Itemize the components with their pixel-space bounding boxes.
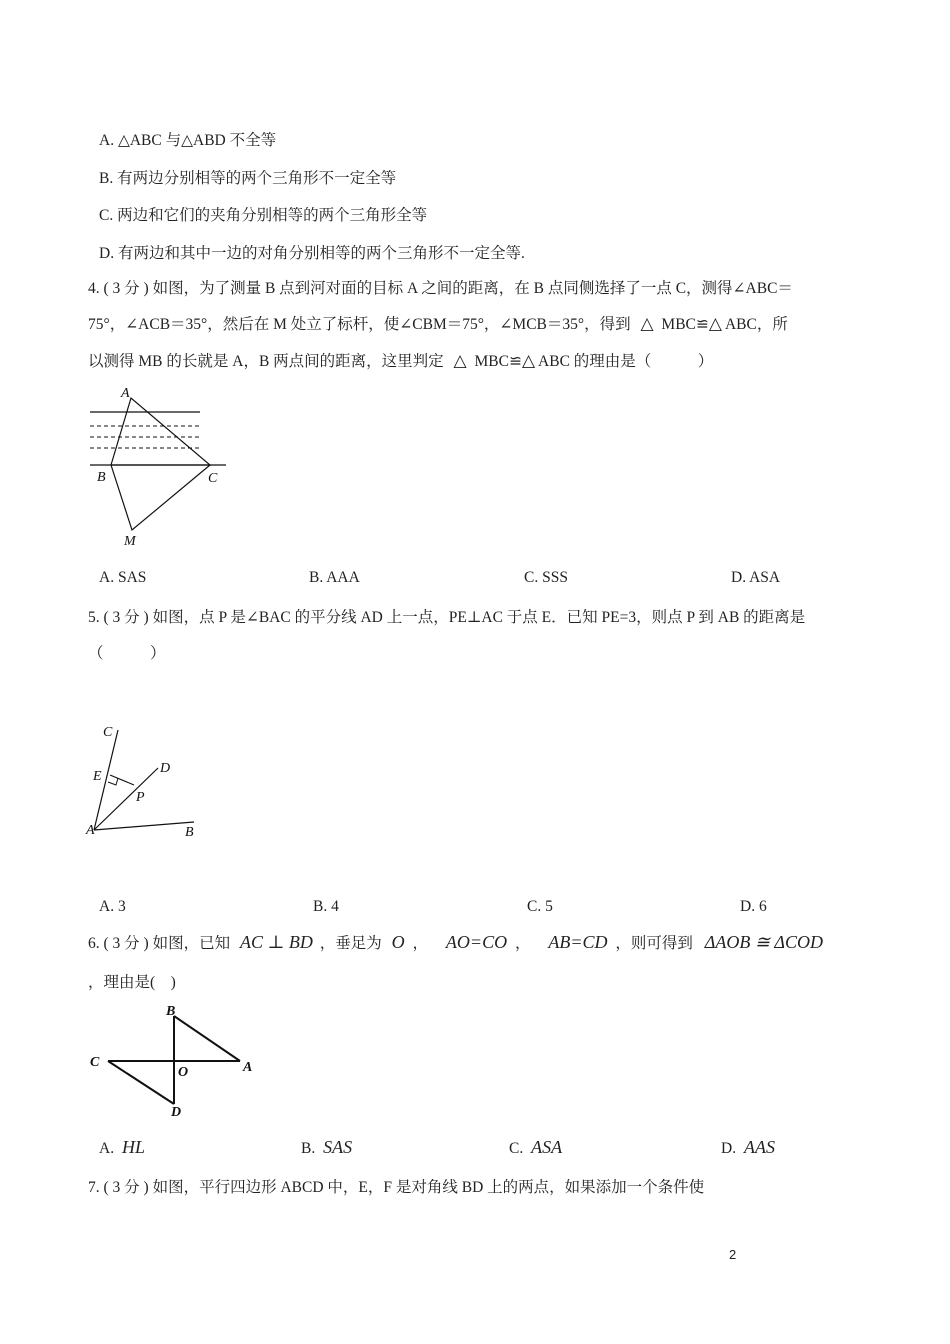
q6-math-o: O (391, 932, 405, 952)
q6-option-letter: A. (99, 1140, 115, 1157)
triangle-mbc (111, 465, 210, 530)
label-o: O (178, 1065, 189, 1080)
label-b: B (185, 825, 194, 840)
label-e: E (93, 769, 102, 784)
q6-option-value: AAS (743, 1137, 775, 1157)
q6-option-value: SAS (323, 1137, 353, 1157)
q3-option-a: A. △ABC 与△ABD 不全等 (99, 132, 277, 149)
page-number: 2 (729, 1247, 737, 1262)
q6-stem-text: 6. ( 3 分 ) 如图，已知 (88, 935, 231, 952)
q4-stem-text: MBC≌ (474, 353, 522, 370)
triangle-symbol: △ (708, 314, 722, 333)
q6-option-letter: C. (509, 1140, 524, 1157)
q6-math-ao-co: AO=CO (445, 932, 508, 952)
q5-stem-line1: 5. ( 3 分 ) 如图，点 P 是∠BAC 的平分线 AD 上一点，PE⊥AC 于点 E．已知 PE=3，则点 P 到 AB 的距离是 (88, 609, 806, 626)
q4-river-figure (84, 378, 244, 550)
q5-option-c: C. 5 (527, 898, 553, 915)
segment-cd (108, 1061, 174, 1104)
triangle-symbol: △ (453, 351, 467, 370)
q3-option-b: B. 有两边分别相等的两个三角形不一定全等 (99, 170, 397, 187)
q6-option-d (721, 1137, 775, 1158)
label-a: A (121, 386, 130, 401)
q4-option-a: A. SAS (99, 569, 147, 586)
q6-stem-text: ，则可得到 (615, 935, 693, 952)
q6-option-c (509, 1137, 562, 1158)
q4-stem-line1: 4. ( 3 分 ) 如图，为了测量 B 点到河对面的目标 A 之间的距离，在 B 点同侧选择了一点 C，测得∠ABC＝ (88, 280, 793, 297)
q6-stem-line1 (88, 931, 823, 953)
ray-ad (94, 768, 158, 830)
q6-stem-text: ， (514, 935, 531, 952)
q4-option-d: D. ASA (731, 569, 781, 586)
segment-ab (174, 1016, 240, 1061)
q4-stem-line2 (88, 312, 788, 334)
q6-math-ab-cd: AB=CD (548, 932, 608, 952)
label-a: A (243, 1060, 253, 1075)
label-m: M (124, 534, 136, 549)
q6-stem-text: ， (412, 935, 429, 952)
q4-stem-text: 以测得 MB 的长就是 A，B 两点间的距离，这里判定 (88, 353, 444, 370)
q4-option-c: C. SSS (524, 569, 568, 586)
label-c: C (103, 725, 113, 740)
q7-stem-line1: 7. ( 3 分 ) 如图，平行四边形 ABCD 中，E，F 是对角线 BD 上的两点，如果添加一个条件使 (88, 1179, 705, 1196)
q6-option-value: ASA (531, 1137, 563, 1157)
q6-option-letter: D. (721, 1140, 737, 1157)
q6-option-value: HL (121, 1137, 145, 1157)
label-b: B (166, 1004, 176, 1019)
q3-option-d: D. 有两边和其中一边的对角分别相等的两个三角形不一定全等. (99, 245, 525, 262)
label-c: C (90, 1055, 100, 1070)
q4-stem-text: 75°，∠ACB＝35°，然后在 M 处立了标杆，使∠CBM＝75°，∠MCB＝35°，得到 (88, 316, 631, 333)
q4-stem-text: ABC，所 (724, 316, 788, 333)
q5-option-d: D. 6 (740, 898, 767, 915)
q4-stem-line3 (88, 349, 713, 371)
q4-stem-text: ABC 的理由是（ ） (538, 353, 714, 370)
right-angle-mark (108, 778, 118, 785)
q6-math-congruence: ΔAOB ≅ ΔCOD (704, 932, 823, 952)
q6-option-b (301, 1137, 352, 1158)
label-p: P (136, 790, 145, 805)
label-c: C (208, 471, 218, 486)
triangle-abc (111, 398, 210, 465)
triangle-symbol: △ (640, 314, 654, 333)
q3-option-c: C. 两边和它们的夹角分别相等的两个三角形全等 (99, 207, 428, 224)
label-d: D (171, 1105, 182, 1120)
q4-stem-text: MBC≌ (661, 316, 709, 333)
segment-pe (110, 775, 134, 785)
q6-stem-text: ，垂足为 (319, 935, 382, 952)
q6-option-letter: B. (301, 1140, 316, 1157)
q5-option-a: A. 3 (99, 898, 126, 915)
label-b: B (97, 470, 106, 485)
label-d: D (160, 761, 171, 776)
q5-stem-line2: （ ） (88, 645, 166, 662)
q5-option-b: B. 4 (313, 898, 339, 915)
q6-stem-line2: ，理由是( ) (88, 974, 176, 991)
q5-angle-bisector-figure (84, 718, 208, 844)
q6-option-a (99, 1137, 145, 1158)
triangle-symbol: △ (521, 351, 536, 370)
ray-ab (94, 822, 194, 830)
label-a: A (86, 823, 95, 838)
q6-cross-figure (86, 1000, 266, 1120)
q4-option-b: B. AAA (309, 569, 360, 586)
q6-math-ac-perp-bd: AC ⊥ BD (239, 932, 313, 952)
